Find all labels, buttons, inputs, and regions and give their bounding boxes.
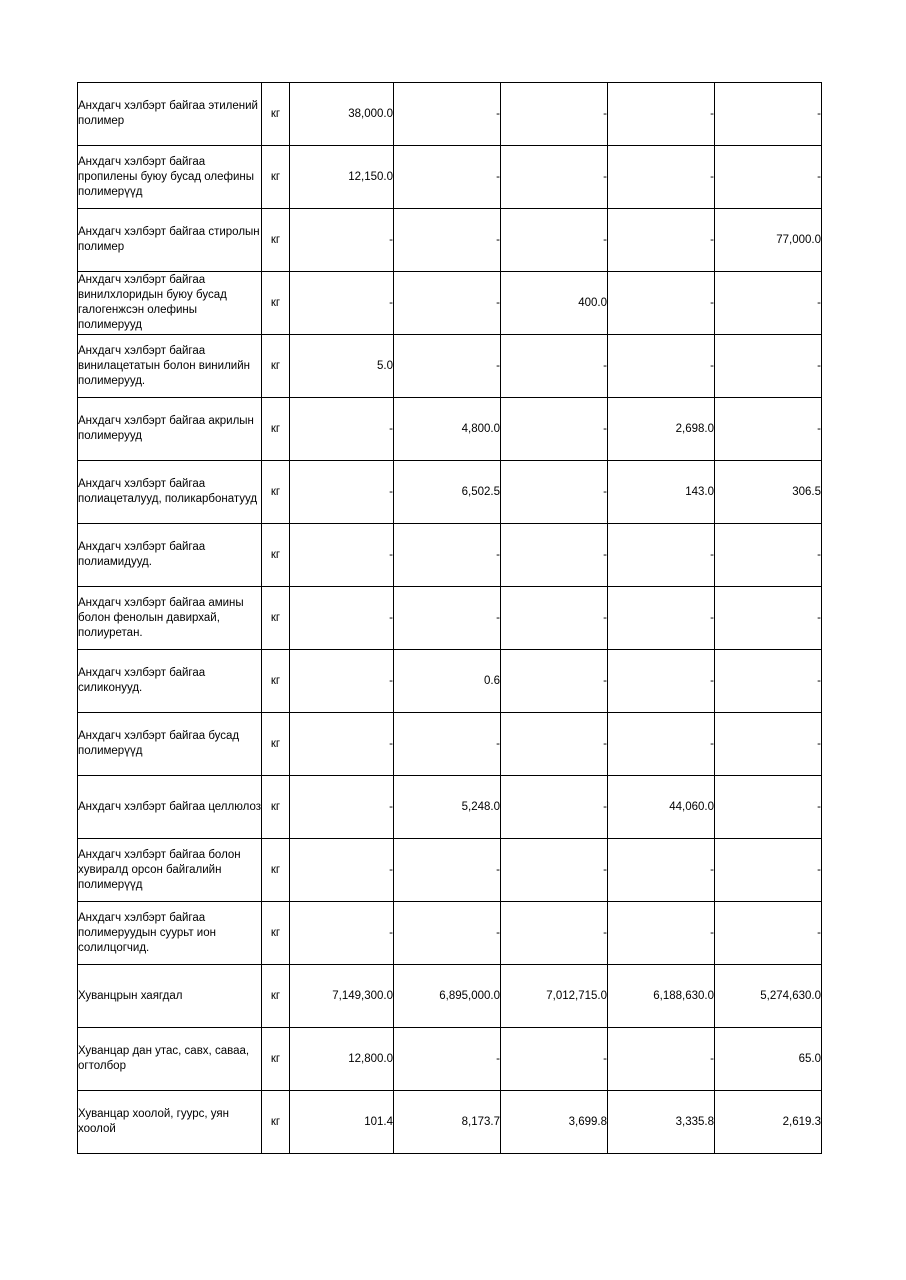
unit-cell: кг [262,839,290,902]
product-name-cell: Хуванцар хоолой, гуурс, уян хоолой [78,1091,262,1154]
value-cell: - [290,902,394,965]
value-cell: - [290,524,394,587]
product-name-cell: Анхдагч хэлбэрт байгаа пропилены буюу бусад олефины полимерүүд [78,146,262,209]
value-cell: - [608,335,715,398]
value-cell: - [501,776,608,839]
value-cell: - [501,398,608,461]
table-row [78,209,822,272]
table-row [78,839,822,902]
value-cell: - [394,1028,501,1091]
value-cell: 5.0 [290,335,394,398]
value-cell: - [608,272,715,335]
value-cell: 143.0 [608,461,715,524]
value-cell: 2,619.3 [715,1091,822,1154]
value-cell: 2,698.0 [608,398,715,461]
product-name-cell: Хуванцар дан утас, савх, саваа, огтолбор [78,1028,262,1091]
value-cell: - [715,776,822,839]
value-cell: 6,895,000.0 [394,965,501,1028]
value-cell: - [501,713,608,776]
value-cell: 400.0 [501,272,608,335]
product-name-cell: Анхдагч хэлбэрт байгаа амины болон фенолын давирхай, полиуретан. [78,587,262,650]
unit-cell: кг [262,902,290,965]
value-cell: - [501,209,608,272]
value-cell: - [715,398,822,461]
product-name-cell: Анхдагч хэлбэрт байгаа винилхлоридын буюу бусад галогенжсэн олефины полимерууд [78,272,262,335]
table-row [78,461,822,524]
table-row [78,1028,822,1091]
value-cell: 5,274,630.0 [715,965,822,1028]
value-cell: - [394,83,501,146]
value-cell: - [608,839,715,902]
value-cell: - [290,209,394,272]
value-cell: - [715,83,822,146]
value-cell: - [715,524,822,587]
value-cell: - [608,902,715,965]
value-cell: - [290,398,394,461]
unit-cell: кг [262,713,290,776]
product-name-cell: Анхдагч хэлбэрт байгаа полимеруудын суурьт ион солилцогчид. [78,902,262,965]
value-cell: 7,012,715.0 [501,965,608,1028]
unit-cell: кг [262,146,290,209]
value-cell: 6,502.5 [394,461,501,524]
table-row [78,146,822,209]
unit-cell: кг [262,209,290,272]
value-cell: - [608,146,715,209]
table-row [78,776,822,839]
value-cell: - [501,587,608,650]
unit-cell: кг [262,272,290,335]
product-name-cell: Анхдагч хэлбэрт байгаа силиконууд. [78,650,262,713]
value-cell: - [715,650,822,713]
value-cell: 65.0 [715,1028,822,1091]
value-cell: - [290,776,394,839]
value-cell: - [394,524,501,587]
product-name-cell: Анхдагч хэлбэрт байгаа этилений полимер [78,83,262,146]
value-cell: - [501,461,608,524]
value-cell: - [394,272,501,335]
data-table [77,82,822,1154]
value-cell: - [394,146,501,209]
table-body [78,83,822,1154]
value-cell: - [501,650,608,713]
value-cell: - [501,839,608,902]
value-cell: 12,150.0 [290,146,394,209]
product-name-cell: Анхдагч хэлбэрт байгаа болон хувиралд орсон байгалийн полимерүүд [78,839,262,902]
value-cell: - [501,524,608,587]
value-cell: - [290,461,394,524]
value-cell: 5,248.0 [394,776,501,839]
unit-cell: кг [262,335,290,398]
value-cell: 8,173.7 [394,1091,501,1154]
value-cell: - [394,839,501,902]
product-name-cell: Анхдагч хэлбэрт байгаа целлюлоз [78,776,262,839]
value-cell: 306.5 [715,461,822,524]
value-cell: - [501,902,608,965]
value-cell: - [608,587,715,650]
value-cell: 0.6 [394,650,501,713]
unit-cell: кг [262,965,290,1028]
value-cell: - [715,146,822,209]
value-cell: - [501,146,608,209]
value-cell: 38,000.0 [290,83,394,146]
unit-cell: кг [262,587,290,650]
product-name-cell: Анхдагч хэлбэрт байгаа полиамидууд. [78,524,262,587]
value-cell: - [394,902,501,965]
value-cell: - [715,335,822,398]
value-cell: - [715,839,822,902]
value-cell: - [608,650,715,713]
table-row [78,587,822,650]
value-cell: 3,335.8 [608,1091,715,1154]
value-cell: - [715,902,822,965]
table-row [78,650,822,713]
unit-cell: кг [262,776,290,839]
unit-cell: кг [262,1028,290,1091]
product-name-cell: Анхдагч хэлбэрт байгаа винилацетатын болон винилийн полимерууд. [78,335,262,398]
product-name-cell: Анхдагч хэлбэрт байгаа полиацеталууд, поликарбонатууд [78,461,262,524]
value-cell: 6,188,630.0 [608,965,715,1028]
table-row [78,524,822,587]
value-cell: - [394,713,501,776]
value-cell: - [608,83,715,146]
unit-cell: кг [262,83,290,146]
value-cell: - [501,83,608,146]
value-cell: - [715,587,822,650]
table-row [78,272,822,335]
product-name-cell: Анхдагч хэлбэрт байгаа стиролын полимер [78,209,262,272]
value-cell: - [290,272,394,335]
product-name-cell: Анхдагч хэлбэрт байгаа акрилын полимерууд [78,398,262,461]
table-row [78,902,822,965]
unit-cell: кг [262,461,290,524]
product-name-cell: Хуванцрын хаягдал [78,965,262,1028]
value-cell: - [715,272,822,335]
value-cell: - [394,335,501,398]
value-cell: - [608,713,715,776]
value-cell: - [394,209,501,272]
value-cell: - [290,587,394,650]
value-cell: - [501,335,608,398]
value-cell: - [608,209,715,272]
value-cell: 44,060.0 [608,776,715,839]
unit-cell: кг [262,650,290,713]
value-cell: - [608,524,715,587]
value-cell: 4,800.0 [394,398,501,461]
value-cell: - [290,713,394,776]
unit-cell: кг [262,1091,290,1154]
table-row [78,335,822,398]
table-row [78,398,822,461]
table-row [78,965,822,1028]
product-name-cell: Анхдагч хэлбэрт байгаа бусад полимерүүд [78,713,262,776]
value-cell: - [501,1028,608,1091]
value-cell: 12,800.0 [290,1028,394,1091]
value-cell: 7,149,300.0 [290,965,394,1028]
value-cell: 77,000.0 [715,209,822,272]
value-cell: 101.4 [290,1091,394,1154]
value-cell: 3,699.8 [501,1091,608,1154]
unit-cell: кг [262,398,290,461]
table-row [78,713,822,776]
table-row [78,1091,822,1154]
value-cell: - [394,587,501,650]
value-cell: - [290,650,394,713]
unit-cell: кг [262,524,290,587]
table-row [78,83,822,146]
value-cell: - [715,713,822,776]
value-cell: - [608,1028,715,1091]
value-cell: - [290,839,394,902]
